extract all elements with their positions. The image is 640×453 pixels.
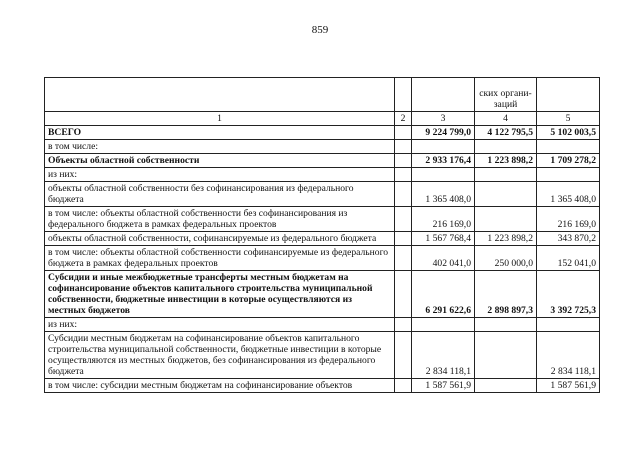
row-value-col5: 216 169,0	[537, 207, 600, 232]
row-value-col4: 1 223 898,2	[475, 154, 537, 168]
row-col-2	[395, 379, 412, 393]
row-value-total: 2 933 176,4	[412, 154, 475, 168]
row-col-2	[395, 332, 412, 379]
row-value-col5: 1 709 278,2	[537, 154, 600, 168]
row-label: в том числе: субсидии местным бюджетам на софинансирование объектов	[45, 379, 395, 393]
row-label: из них:	[45, 318, 395, 332]
header-cell-5	[537, 78, 600, 112]
budget-table	[44, 77, 600, 393]
row-value-total: 402 041,0	[412, 246, 475, 271]
row-label: из них:	[45, 168, 395, 182]
table-row	[45, 182, 600, 207]
row-value-col5: 1 587 561,9	[537, 379, 600, 393]
header-cell-3	[412, 78, 475, 112]
row-col-2	[395, 126, 412, 140]
row-value-col4	[475, 379, 537, 393]
row-col-2	[395, 318, 412, 332]
row-value-col4: 1 223 898,2	[475, 232, 537, 246]
table-row	[45, 379, 600, 393]
row-col-2	[395, 168, 412, 182]
row-value-col5: 152 041,0	[537, 246, 600, 271]
row-value-col4: 250 000,0	[475, 246, 537, 271]
row-label: в том числе:	[45, 140, 395, 154]
row-label: Объекты областной собственности	[45, 154, 395, 168]
table-row	[45, 126, 600, 140]
row-value-col4	[475, 182, 537, 207]
table-row	[45, 140, 600, 154]
row-value-col4	[475, 207, 537, 232]
row-value-total: 9 224 799,0	[412, 126, 475, 140]
row-value-col5: 343 870,2	[537, 232, 600, 246]
table-row	[45, 232, 600, 246]
row-value-total: 1 365 408,0	[412, 182, 475, 207]
table-row	[45, 168, 600, 182]
table-row	[45, 318, 600, 332]
row-value-col5	[537, 140, 600, 154]
row-value-col5	[537, 318, 600, 332]
page-number: 859	[311, 24, 329, 36]
row-value-total: 6 291 622,6	[412, 271, 475, 318]
header-row	[45, 78, 600, 112]
row-label: в том числе: объекты областной собственности софинансируемые из федерального бюджета в рамках федеральных проектов	[45, 246, 395, 271]
header-cell-1	[45, 78, 395, 112]
table-row	[45, 246, 600, 271]
row-value-col5	[537, 168, 600, 182]
row-label: Субсидии местным бюджетам на софинансирование объектов капитального строительства муниципальной собственности, бюджетные инвестиции в которые осуществляются из местных бюджетов, без софинансирования из федерального бюджета	[45, 332, 395, 379]
header-cell-2	[395, 78, 412, 112]
row-label: объекты областной собственности без софинансирования из федерального бюджета	[45, 182, 395, 207]
row-value-total	[412, 140, 475, 154]
row-value-total	[412, 168, 475, 182]
row-value-col4: 2 898 897,3	[475, 271, 537, 318]
row-value-col4	[475, 318, 537, 332]
row-col-2	[395, 154, 412, 168]
column-number-1: 1	[45, 112, 395, 126]
row-value-total: 216 169,0	[412, 207, 475, 232]
row-label: ВСЕГО	[45, 126, 395, 140]
column-number-4: 4	[475, 112, 537, 126]
row-value-total: 1 567 768,4	[412, 232, 475, 246]
column-number-5: 5	[537, 112, 600, 126]
row-value-col5: 5 102 003,5	[537, 126, 600, 140]
row-label: в том числе: объекты областной собственности без софинансирования из федерального бюджета в рамках федеральных проектов	[45, 207, 395, 232]
column-number-2: 2	[395, 112, 412, 126]
row-col-2	[395, 182, 412, 207]
row-col-2	[395, 246, 412, 271]
row-value-col4: 4 122 795,5	[475, 126, 537, 140]
table-row	[45, 207, 600, 232]
row-col-2	[395, 207, 412, 232]
row-value-total: 1 587 561,9	[412, 379, 475, 393]
header-cell-4: ских органи- заций	[475, 78, 537, 112]
row-value-col5: 3 392 725,3	[537, 271, 600, 318]
column-number-3: 3	[412, 112, 475, 126]
row-col-2	[395, 271, 412, 318]
row-value-col4	[475, 168, 537, 182]
row-value-total: 2 834 118,1	[412, 332, 475, 379]
row-col-2	[395, 140, 412, 154]
row-label: Субсидии и иные межбюджетные трансферты местным бюджетам на софинансирование объектов капитального строительства муниципальной собственности, бюджетные инвестиции в которые осуществляются из местных бюджетов	[45, 271, 395, 318]
row-value-col4	[475, 140, 537, 154]
table-row	[45, 332, 600, 379]
row-col-2	[395, 232, 412, 246]
row-value-col5: 1 365 408,0	[537, 182, 600, 207]
column-number-row	[45, 112, 600, 126]
row-label: объекты областной собственности, софинансируемые из федерального бюджета	[45, 232, 395, 246]
row-value-total	[412, 318, 475, 332]
table-row	[45, 271, 600, 318]
table-row	[45, 154, 600, 168]
row-value-col5: 2 834 118,1	[537, 332, 600, 379]
row-value-col4	[475, 332, 537, 379]
